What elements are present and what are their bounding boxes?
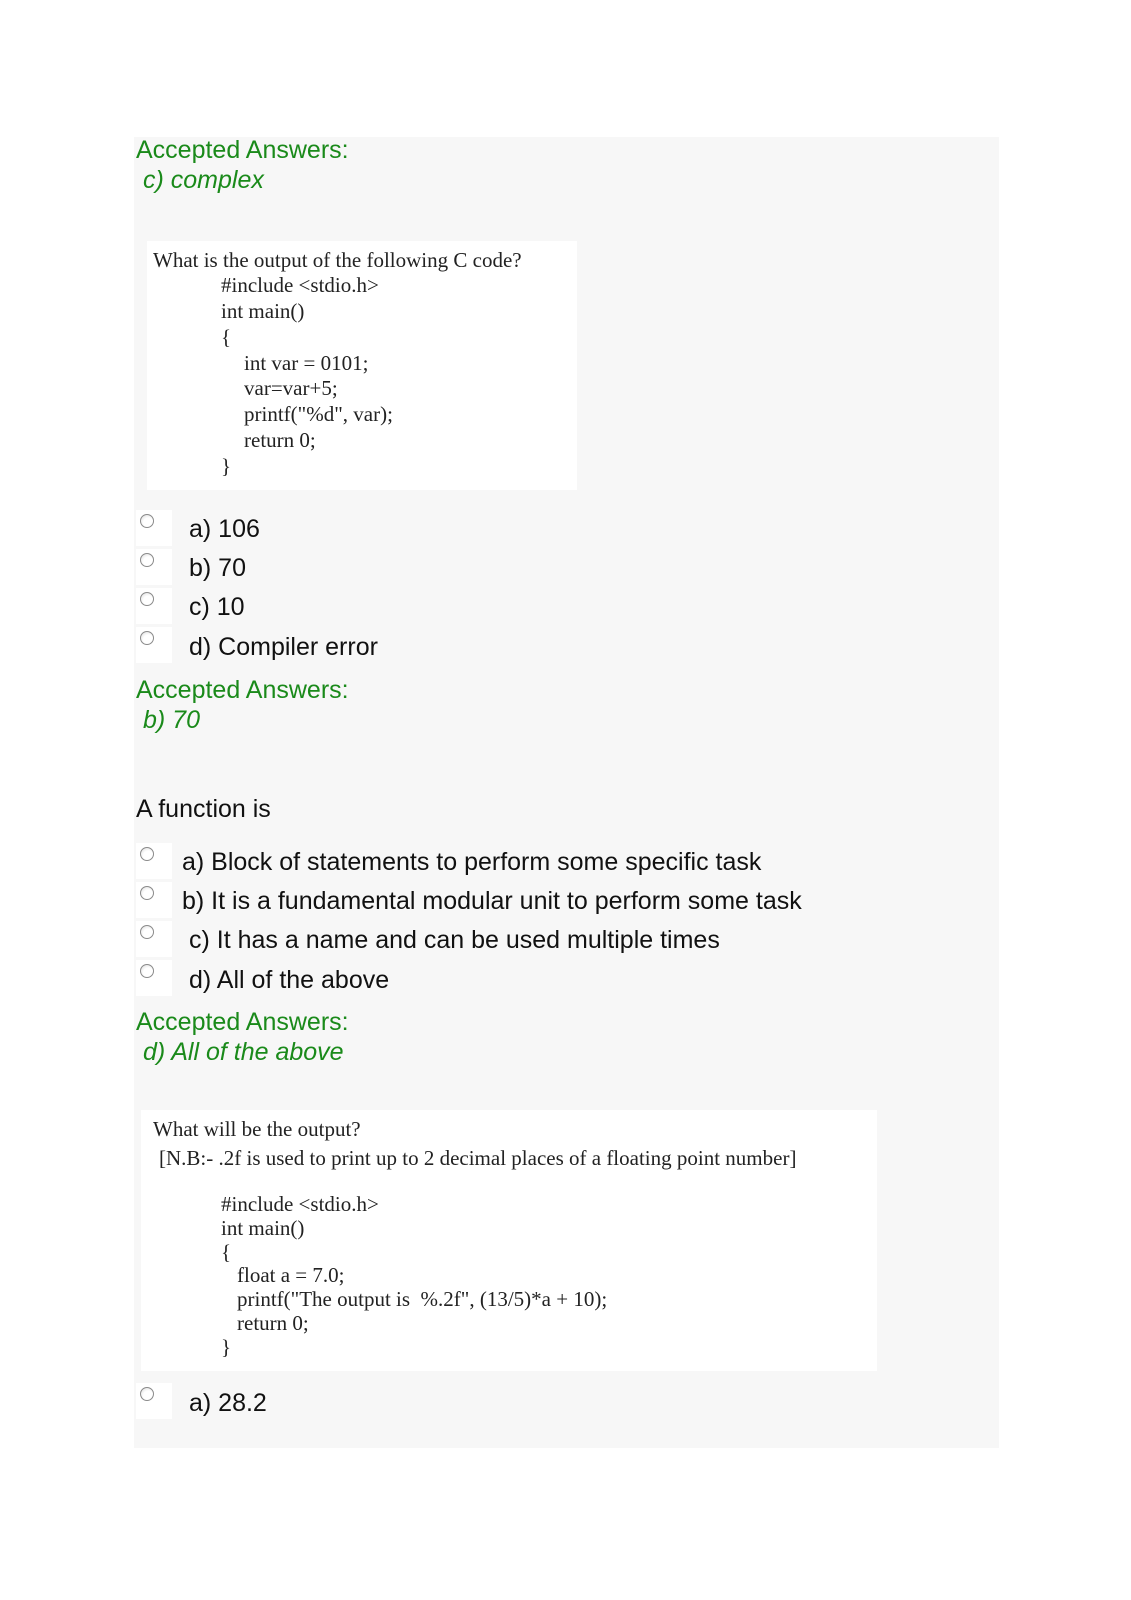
- code-line: {: [221, 325, 232, 349]
- option-radio-cell: [136, 588, 172, 624]
- question-text: A function is: [136, 795, 271, 823]
- code-line: #include <stdio.h>: [221, 1192, 379, 1216]
- option-label: b) It is a fundamental modular unit to perform some task: [182, 887, 802, 915]
- code-line: {: [221, 1240, 232, 1264]
- code-line: var=var+5;: [244, 376, 338, 400]
- accepted-answers-label: Accepted Answers:: [136, 676, 349, 704]
- option-label: a) Block of statements to perform some specific task: [182, 848, 762, 876]
- question-code-box: [147, 241, 577, 490]
- code-line: int var = 0101;: [244, 351, 369, 375]
- question-text: What is the output of the following C code?: [153, 248, 522, 272]
- accepted-answer-value: d) All of the above: [143, 1038, 344, 1066]
- option-radio-cell: [136, 843, 172, 879]
- accepted-answer-value: c) complex: [143, 166, 264, 194]
- option-radio-cell: [136, 960, 172, 996]
- option-label: d) All of the above: [189, 966, 390, 994]
- code-line: return 0;: [237, 1311, 309, 1335]
- option-label: c) 10: [189, 593, 245, 621]
- option-radio-cell: [136, 510, 172, 546]
- option-radio-cell: [136, 882, 172, 918]
- radio-button[interactable]: [140, 886, 154, 900]
- accepted-answers-label: Accepted Answers:: [136, 136, 349, 164]
- question-text: What will be the output?: [153, 1117, 361, 1141]
- question-code-box: [141, 1110, 877, 1371]
- option-label: d) Compiler error: [189, 633, 378, 661]
- code-line: #include <stdio.h>: [221, 273, 379, 297]
- code-line: printf("The output is %.2f", (13/5)*a + 10);: [237, 1287, 608, 1311]
- radio-button[interactable]: [140, 553, 154, 567]
- code-line: return 0;: [244, 428, 316, 452]
- code-line: }: [221, 1335, 232, 1359]
- code-line: printf("%d", var);: [244, 402, 393, 426]
- radio-button[interactable]: [140, 514, 154, 528]
- radio-button[interactable]: [140, 964, 154, 978]
- code-line: float a = 7.0;: [237, 1263, 345, 1287]
- radio-button[interactable]: [140, 592, 154, 606]
- question-note: [N.B:- .2f is used to print up to 2 decimal places of a floating point number]: [159, 1146, 797, 1170]
- option-radio-cell: [136, 921, 172, 957]
- accepted-answer-value: b) 70: [143, 706, 200, 734]
- option-label: b) 70: [189, 554, 246, 582]
- accepted-answers-label: Accepted Answers:: [136, 1008, 349, 1036]
- option-label: c) It has a name and can be used multiple times: [189, 926, 720, 954]
- option-radio-cell: [136, 627, 172, 663]
- option-radio-cell: [136, 549, 172, 585]
- option-label: a) 106: [189, 515, 260, 543]
- code-line: int main(): [221, 1216, 305, 1240]
- code-line: }: [221, 454, 232, 478]
- radio-button[interactable]: [140, 1387, 154, 1401]
- code-line: int main(): [221, 299, 305, 323]
- option-radio-cell: [136, 1383, 172, 1419]
- option-label: a) 28.2: [189, 1389, 267, 1417]
- radio-button[interactable]: [140, 925, 154, 939]
- radio-button[interactable]: [140, 631, 154, 645]
- radio-button[interactable]: [140, 847, 154, 861]
